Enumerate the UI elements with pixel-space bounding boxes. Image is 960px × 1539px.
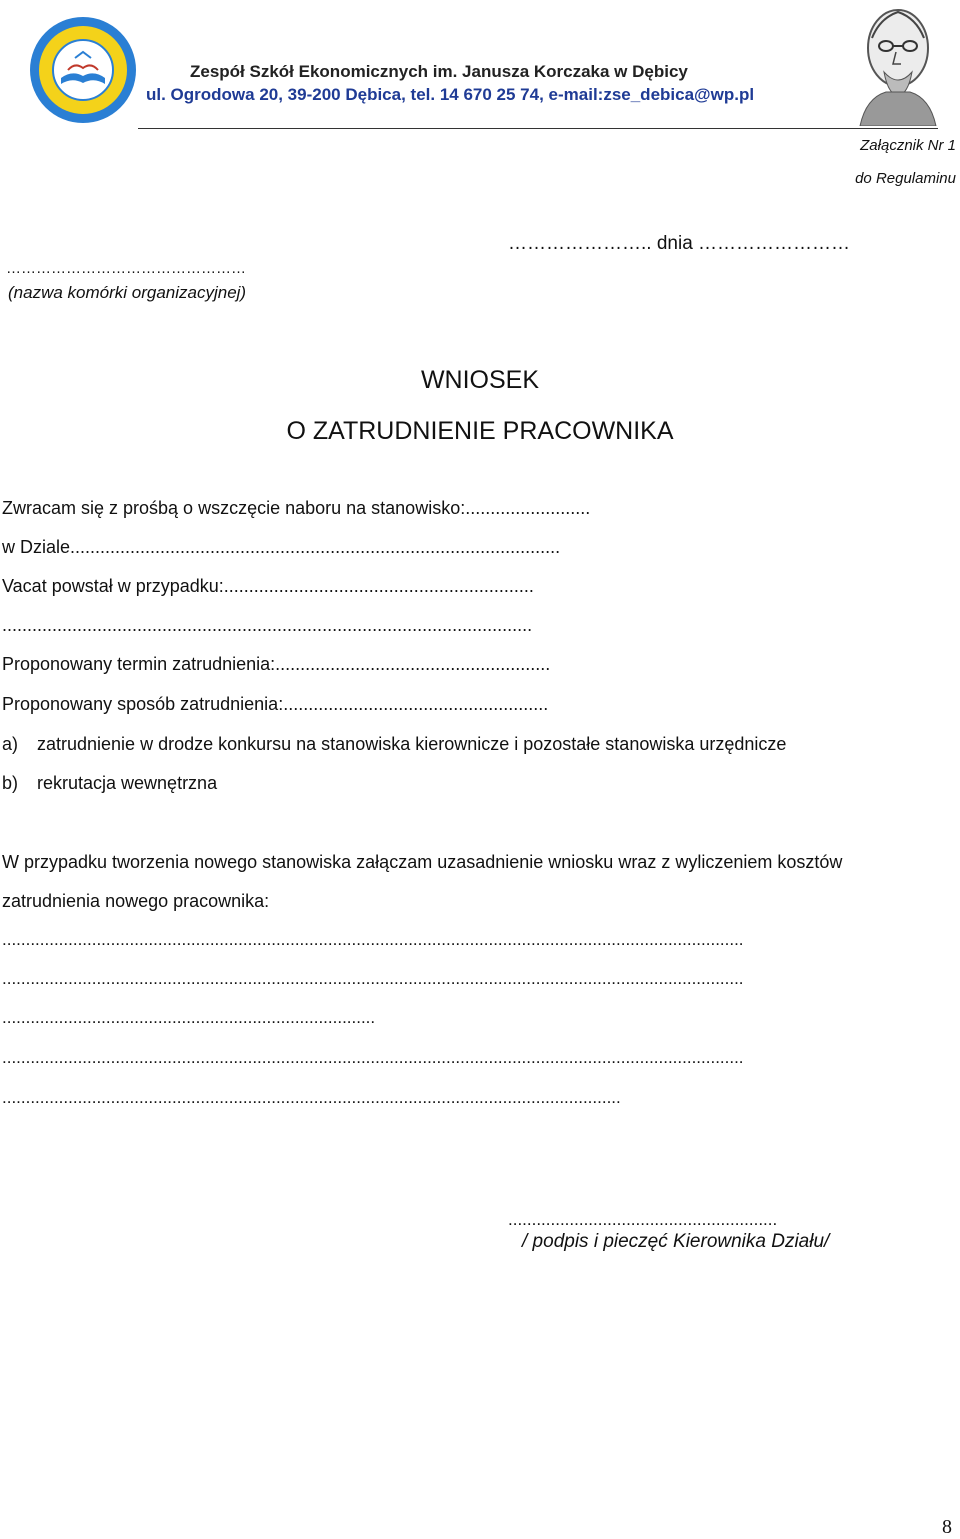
option-a-marker: a) bbox=[2, 734, 19, 754]
option-b-text: rekrutacja wewnętrzna bbox=[37, 773, 218, 793]
school-name: Zespół Szkół Ekonomicznych im. Janusza Korczaka w Dębicy bbox=[190, 62, 688, 81]
option-a-text: zatrudnienie w drodze konkursu na stanowiska kierownicze i pozostałe stanowiska urzędnicze bbox=[37, 734, 787, 754]
patron-portrait bbox=[846, 2, 946, 126]
page-number: 8 bbox=[942, 1516, 952, 1538]
document-subtitle: O ZATRUDNIENIE PRACOWNIKA bbox=[286, 417, 674, 445]
signature-field: ......................................................... bbox=[508, 1210, 778, 1229]
org-unit-field: ………………………………………… bbox=[6, 260, 246, 277]
option-b-marker: b) bbox=[2, 773, 19, 793]
vacancy-field: Vacat powstał w przypadku:.............................................................. bbox=[2, 576, 534, 596]
document-title: WNIOSEK bbox=[420, 366, 540, 394]
place-date-field: ………………….. dnia …………………… bbox=[508, 233, 851, 254]
signature-label: / podpis i pieczęć Kierownika Działu/ bbox=[522, 1231, 830, 1252]
header-divider bbox=[138, 128, 938, 129]
justification-line-4: ............................................................................................................................................................. bbox=[2, 1048, 744, 1067]
justification-line-3: ............................................................................... bbox=[2, 1008, 376, 1027]
annex-number: Załącznik Nr 1 bbox=[860, 137, 956, 154]
department-field: w Dziale.................................................................................................. bbox=[2, 537, 561, 557]
method-field: Proponowany sposób zatrudnienia:..................................................... bbox=[2, 694, 549, 714]
justification-text-cont: zatrudnienia nowego pracownika: bbox=[2, 891, 270, 911]
vacancy-continuation: .......................................................................................................... bbox=[2, 615, 533, 635]
position-field: Zwracam się z prośbą o wszczęcie naboru na stanowisko:......................... bbox=[2, 498, 591, 518]
school-address: ul. Ogrodowa 20, 39-200 Dębica, tel. 14 670 25 74, e-mail:zse_debica@wp.pl bbox=[146, 85, 755, 104]
justification-line-2: ............................................................................................................................................................. bbox=[2, 969, 744, 988]
justification-line-1: ............................................................................................................................................................. bbox=[2, 930, 744, 949]
school-logo bbox=[28, 14, 138, 126]
term-field: Proponowany termin zatrudnienia:....................................................... bbox=[2, 654, 551, 674]
justification-text: W przypadku tworzenia nowego stanowiska załączam uzasadnienie wniosku wraz z wyliczeniem kosztów bbox=[2, 852, 843, 872]
justification-line-5: ................................................................................................................................... bbox=[2, 1088, 621, 1107]
annex-reference: do Regulaminu bbox=[855, 170, 956, 187]
org-unit-label: (nazwa komórki organizacyjnej) bbox=[8, 283, 247, 302]
